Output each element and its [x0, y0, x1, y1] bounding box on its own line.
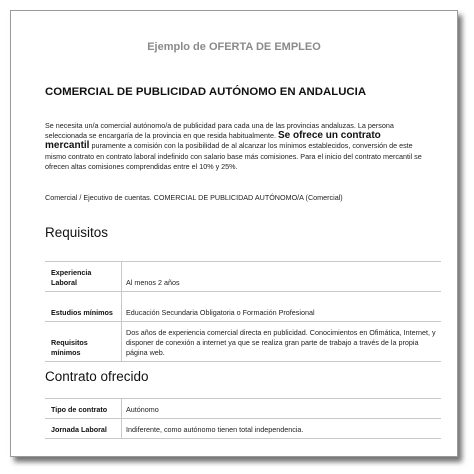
row-label: Requisitos mínimos	[45, 322, 122, 362]
row-value: Autónomo	[122, 399, 442, 419]
row-value: Dos años de experiencia comercial directa en publicidad. Conocimientos en Ofimática, Internet, y disponer de conexión a internet ya que se realiza gran parte de trabajo a través de la propia página web.	[122, 322, 442, 362]
table-row	[45, 262, 441, 292]
row-value: Al menos 2 años	[122, 262, 442, 292]
description-text-1: Se necesita un/a comercial autónomo/a de publicidad para cada una de las provincias andaluzas. La persona seleccionada se encargaría de la provincia en que resida habitualmente.	[45, 121, 394, 141]
document-heading: Ejemplo de OFERTA DE EMPLEO	[147, 41, 321, 53]
job-title: COMERCIAL DE PUBLICIDAD AUTÓNOMO EN ANDALUCIA	[45, 86, 367, 98]
row-label: Estudios mínimos	[45, 292, 122, 322]
row-label: Experiencia Laboral	[45, 262, 122, 292]
contract-table	[45, 398, 441, 439]
row-value: Educación Secundaria Obligatoria o Formación Profesional	[122, 292, 442, 322]
description-emphasis: Se ofrece un contrato mercantil	[45, 130, 381, 152]
row-label: Jornada Laboral	[45, 419, 122, 439]
description-text-2: puramente a comisión con la posibilidad de al alcanzar los mínimos establecidos, conversión de este mismo contrato en contrato laboral indefinido con salario base más comisiones. Para el inicio del contrato mercantil se ofrecen altas comisiones comprendidas entre el 10% y 25%.	[45, 141, 422, 171]
table-row	[45, 322, 441, 362]
table-row	[45, 419, 441, 439]
contract-title: Contrato ofrecido	[45, 369, 149, 384]
job-description	[45, 121, 425, 172]
table-row	[45, 399, 441, 419]
requirements-table	[45, 261, 441, 362]
requirements-title: Requisitos	[45, 225, 109, 240]
row-label: Tipo de contrato	[45, 399, 122, 419]
row-value: Indiferente, como autónomo tienen total independencia.	[122, 419, 442, 439]
job-category: Comercial / Ejecutivo de cuentas. COMERCIAL DE PUBLICIDAD AUTÓNOMO/A (Comercial)	[45, 193, 343, 202]
document-page	[10, 10, 458, 457]
table-row	[45, 292, 441, 322]
